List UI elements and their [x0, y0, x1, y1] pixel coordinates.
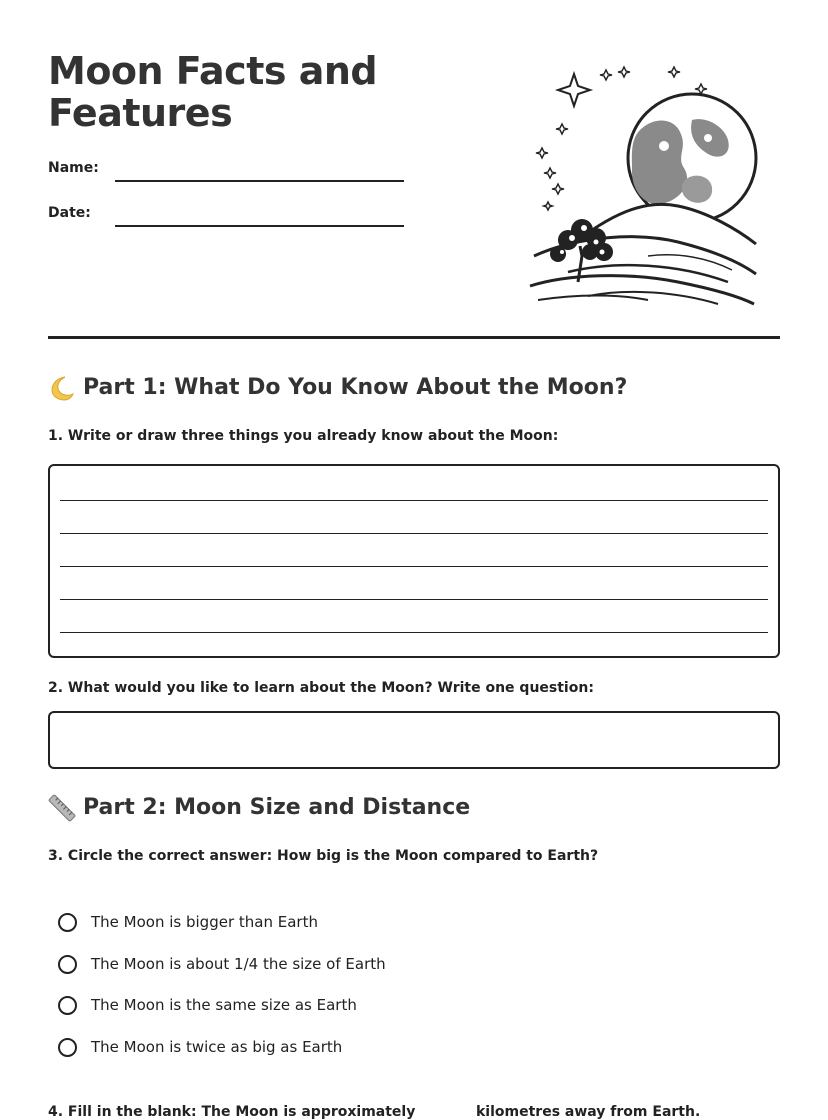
option-label: The Moon is bigger than Earth: [91, 913, 318, 931]
answer-line[interactable]: [60, 566, 768, 567]
answer-option-4[interactable]: [58, 1034, 342, 1060]
option-label: The Moon is about 1/4 the size of Earth: [91, 955, 386, 973]
name-input[interactable]: [115, 180, 404, 182]
answer-option-1[interactable]: [58, 909, 318, 935]
question-3: 3. Circle the correct answer: How big is the Moon compared to Earth?: [48, 848, 599, 864]
part2-heading-text: Part 2: Moon Size and Distance: [83, 795, 471, 820]
worksheet-page: [48, 0, 780, 1118]
option-label: The Moon is twice as big as Earth: [91, 1038, 343, 1056]
answer-option-3[interactable]: [58, 992, 357, 1018]
option-label: The Moon is the same size as Earth: [91, 996, 357, 1014]
question-1: 1. Write or draw three things you already know about the Moon:: [48, 428, 559, 444]
moon-landscape-illustration: [528, 60, 760, 312]
date-label: Date:: [48, 205, 91, 221]
part2-heading: [48, 794, 470, 822]
header-divider: [48, 336, 780, 339]
page-title: Moon Facts and Features: [48, 49, 378, 135]
question-2: 2. What would you like to learn about the Moon? Write one question:: [48, 680, 594, 696]
answer-option-2[interactable]: [58, 951, 386, 977]
name-label: Name:: [48, 160, 99, 176]
radio-circle[interactable]: [58, 1038, 77, 1057]
question-4-prompt: 4. Fill in the blank: The Moon is approximately: [48, 1104, 416, 1120]
part1-heading-text: Part 1: What Do You Know About the Moon?: [83, 375, 628, 400]
name-field-row: [48, 158, 408, 188]
part1-heading: [48, 374, 627, 402]
radio-circle[interactable]: [58, 955, 77, 974]
crescent-moon-icon: [48, 374, 76, 402]
answer-line[interactable]: [60, 500, 768, 501]
radio-circle[interactable]: [58, 996, 77, 1015]
answer-line[interactable]: [60, 599, 768, 600]
question-2-answer-box[interactable]: [48, 711, 780, 769]
answer-line[interactable]: [60, 632, 768, 633]
question-1-answer-box[interactable]: [48, 464, 780, 658]
date-field-row: [48, 203, 408, 233]
question-4-suffix: kilometres away from Earth.: [476, 1104, 701, 1120]
answer-line[interactable]: [60, 533, 768, 534]
date-input[interactable]: [115, 225, 404, 227]
radio-circle[interactable]: [58, 913, 77, 932]
ruler-icon: [48, 794, 76, 822]
